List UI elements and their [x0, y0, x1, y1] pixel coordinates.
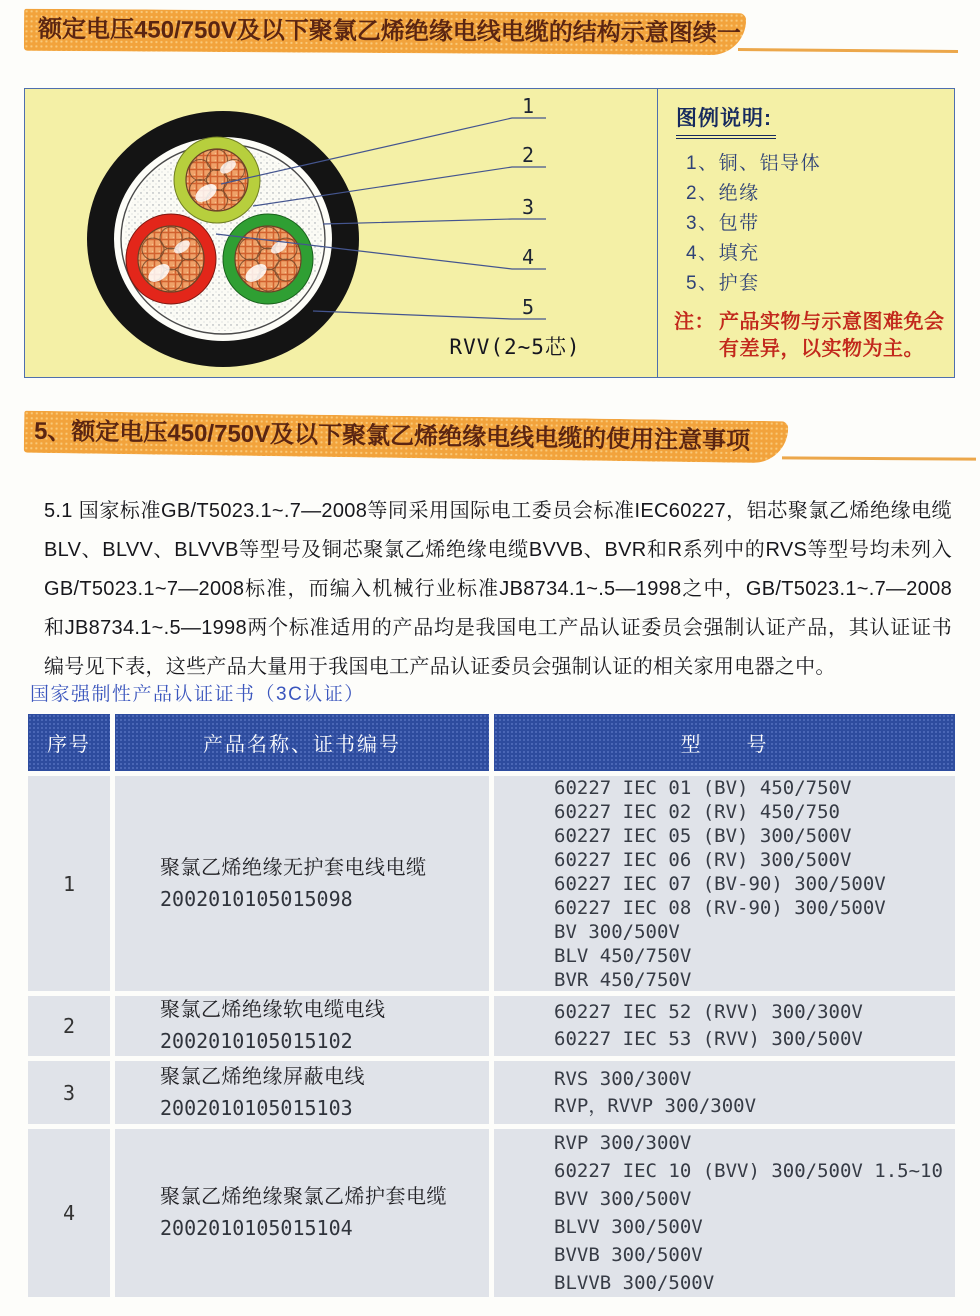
- model-line: 60227 IEC 53 (RVV) 300/500V: [554, 1028, 863, 1050]
- product-name: 聚氯乙烯绝缘聚氯乙烯护套电缆: [160, 1186, 447, 1208]
- header-cell-no: 序号: [28, 714, 110, 771]
- model-line: BVVB 300/500V: [554, 1244, 703, 1266]
- product-name: 聚氯乙烯绝缘软电缆电线: [160, 999, 386, 1021]
- model-line: BV 300/500V: [554, 920, 680, 943]
- cable-core-yellow-green: [174, 137, 260, 223]
- model-line: BVV 300/500V: [554, 1188, 692, 1210]
- callout-number-5: 5: [521, 295, 535, 319]
- legend-item-filling: 4、填充: [686, 243, 760, 264]
- cable-type-caption: RVV(2~5芯): [449, 335, 581, 359]
- usage-section-banner: 5、额定电压450/750V及以下聚氯乙烯绝缘电线电缆的使用注意事项: [24, 411, 789, 464]
- cable-cross-section-diagram: [25, 89, 656, 377]
- table-row: [28, 996, 955, 1056]
- certificate-number: 2002010105015103: [160, 1095, 353, 1120]
- cable-core-red: [126, 214, 216, 304]
- banner-tail-line: [782, 456, 976, 460]
- callout-number-4: 4: [521, 245, 535, 269]
- model-line: RVP 300/300V: [554, 1132, 692, 1154]
- legend-item-insulation: 2、绝缘: [686, 183, 760, 204]
- row-name-cell: [115, 1129, 489, 1297]
- legend-note: [674, 309, 945, 363]
- certificate-number: 2002010105015102: [160, 1029, 353, 1053]
- product-name: 聚氯乙烯绝缘无护套电线电缆: [160, 856, 427, 879]
- banner-tail-line: [738, 48, 958, 53]
- row-models-cell: [494, 776, 955, 991]
- cable-structure-figure-panel: [24, 88, 955, 378]
- row-models-cell: [494, 1061, 955, 1124]
- callout-number-3: 3: [521, 195, 535, 219]
- legend-item-tape: 3、包带: [686, 213, 760, 234]
- model-line: 60227 IEC 07 (BV-90) 300/500V: [554, 872, 886, 895]
- row-name-cell: [115, 776, 489, 991]
- legend-note-text: 产品实物与示意图难免会有差异，以实物为主。: [719, 311, 945, 360]
- model-line: RVS 300/300V: [554, 1067, 692, 1090]
- legend-box: [658, 89, 955, 377]
- model-line: 60227 IEC 52 (RVV) 300/300V: [554, 1001, 863, 1023]
- row-no: 2: [28, 996, 110, 1056]
- usage-paragraph: 5.1 国家标准GB/T5023.1~.7—2008等同采用国际电工委员会标准IEC60227，铝芯聚氯乙烯绝缘电缆BLV、BLVV、BLVVB等型号及铜芯聚氯乙烯绝缘电缆BVVB、BVR和R系列中的RVS等型号均未列入GB/T5023.1~7—2008标准，而编入机械行业标准JB8734.1~.5—1998之中，GB/T5023.1~.7—2008和JB8734.1~.5—1998两个标准适用的产品均是我国电工产品认证委员会强制认证产品，其认证证书编号见下表，这些产品大量用于我国电工产品认证委员会强制认证的相关家用电器之中。: [44, 500, 952, 678]
- legend-item-sheath: 5、护套: [686, 273, 760, 294]
- callout-number-1: 1: [521, 94, 535, 118]
- model-line: 60227 IEC 05 (BV) 300/500V: [554, 824, 852, 847]
- legend-title: 图例说明:: [676, 102, 776, 139]
- legend-item-conductor: 1、铜、铝导体: [686, 153, 822, 174]
- model-line: BLV 450/750V: [554, 944, 692, 967]
- row-models-cell: [494, 996, 955, 1056]
- model-line: 60227 IEC 02 (RV) 450/750: [554, 800, 840, 823]
- model-line: 60227 IEC 06 (RV) 300/500V: [554, 848, 852, 871]
- table-caption: 国家强制性产品认证证书（3C认证）: [30, 684, 365, 705]
- cable-core-green: [223, 214, 313, 304]
- header-cell-name: 产品名称、证书编号: [115, 714, 489, 771]
- row-no: 4: [28, 1129, 110, 1297]
- row-name-cell: [115, 996, 489, 1056]
- model-line: 60227 IEC 10 (BVV) 300/500V 1.5~10: [554, 1160, 943, 1182]
- model-line: 60227 IEC 01 (BV) 450/750V: [554, 776, 852, 799]
- table-row: [28, 1129, 955, 1297]
- legend-note-label: 注：: [674, 311, 715, 333]
- row-models-cell: [494, 1129, 955, 1297]
- certificate-number: 2002010105015098: [160, 886, 353, 911]
- table-row: [28, 776, 955, 991]
- header-cell-models: 型 号: [494, 714, 955, 771]
- row-name-cell: [115, 1061, 489, 1124]
- table-header-row: [28, 714, 955, 771]
- model-line: BVR 450/750V: [554, 968, 692, 991]
- model-line: BLVV 300/500V: [554, 1216, 703, 1238]
- model-line: BLVVB 300/500V: [554, 1272, 715, 1294]
- table-row: [28, 1061, 955, 1124]
- callout-number-2: 2: [521, 143, 535, 167]
- row-no: 3: [28, 1061, 110, 1124]
- row-no: 1: [28, 776, 110, 991]
- model-line: RVP，RVVP 300/300V: [554, 1094, 757, 1117]
- certification-table: [28, 714, 955, 1302]
- product-name: 聚氯乙烯绝缘屏蔽电线: [160, 1065, 365, 1088]
- model-line: 60227 IEC 08 (RV-90) 300/500V: [554, 896, 886, 919]
- structure-section-banner: 额定电压450/750V及以下聚氯乙烯绝缘电线电缆的结构示意图续一: [24, 9, 746, 55]
- certificate-number: 2002010105015104: [160, 1216, 353, 1240]
